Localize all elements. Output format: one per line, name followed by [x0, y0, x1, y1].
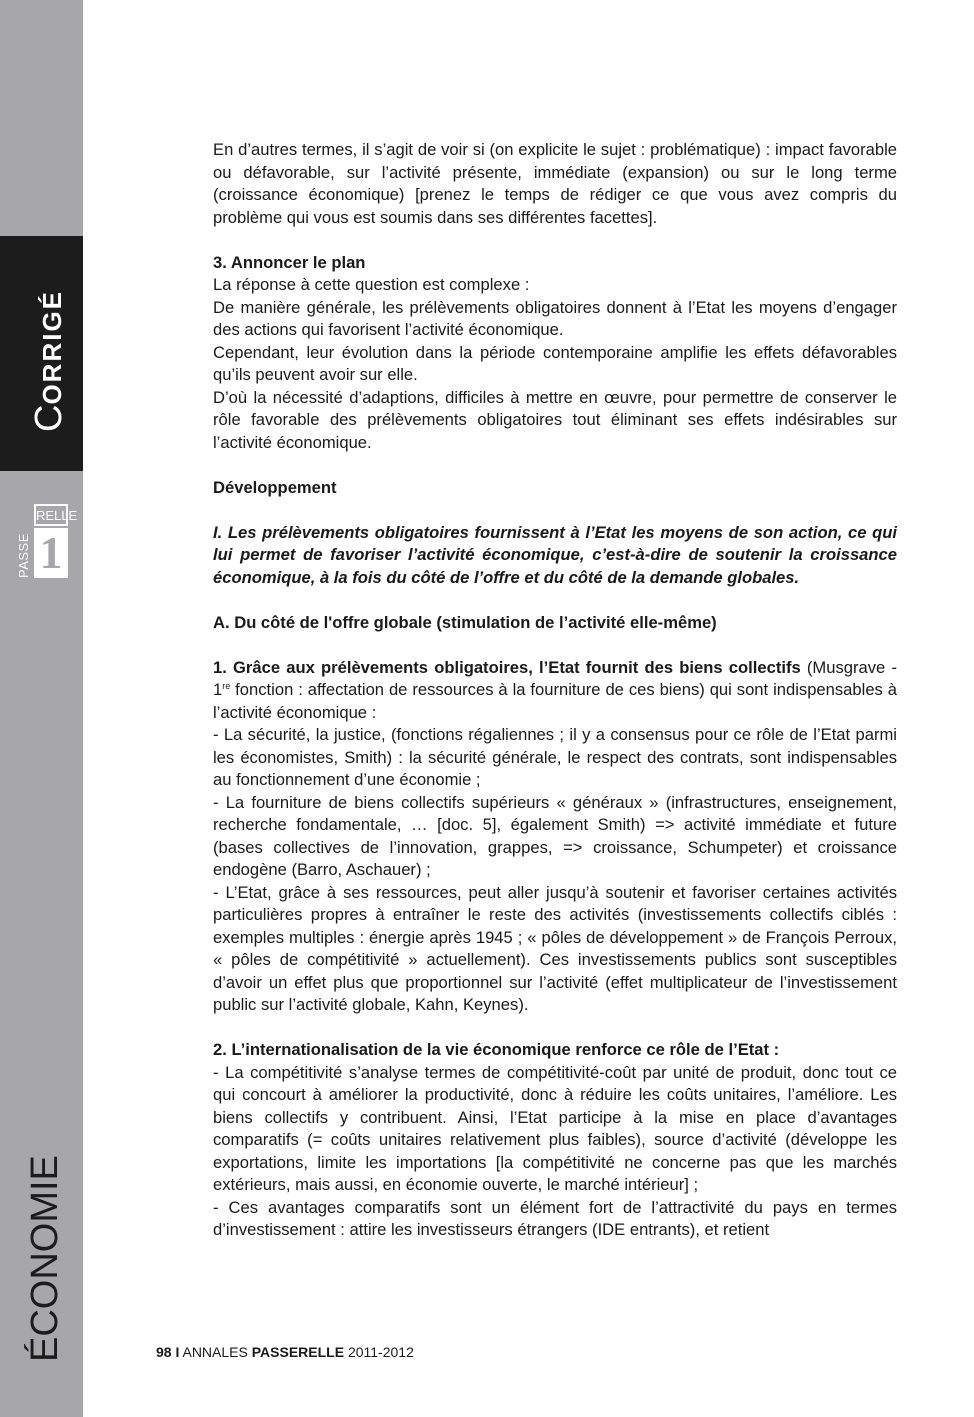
- point-one-superscript: re: [222, 681, 231, 691]
- page-footer: [156, 1344, 414, 1360]
- logo-number: 1: [34, 528, 68, 578]
- plan-line: D’où la nécessité d’adaptions, difficiles à mettre en œuvre, pour permettre de conserver le rôle favorable des prélèvements obligatoires tout éliminant ses effets indésirables sur l’activité économique.: [213, 387, 897, 452]
- plan-heading: 3. Annoncer le plan: [213, 252, 366, 272]
- part-one-heading: I. Les prélèvements obligatoires fournissent à l’Etat les moyens de son action, ce qui lui permet de favoriser l’activité économique, c’est-à-dire de soutenir la croissance économique, à la fois du côté de l’offre et du côté de la demande globales.: [213, 522, 897, 587]
- plan-line: La réponse à cette question est complexe :: [213, 275, 530, 294]
- page-content: [213, 139, 897, 1242]
- subject-label: ÉCONOMIE: [24, 1155, 66, 1362]
- point-one-heading: 1. Grâce aux prélèvements obligatoires, l’Etat fournit des biens collectifs: [213, 657, 801, 677]
- bullet-item: - La sécurité, la justice, (fonctions régaliennes ; il y a consensus pour ce rôle de l’Etat parmi les économistes, Smith) : la sécurité générale, le respect des contrats, sont indispensables au fonctionnement d’une économie ;: [213, 725, 897, 789]
- logo-top-text: RELLE: [34, 504, 68, 526]
- plan-line: De manière générale, les prélèvements obligatoires donnent à l’Etat les moyens d’engager des actions qui favorisent l’activité économique.: [213, 297, 897, 339]
- page-number: 98: [156, 1344, 172, 1360]
- development-heading: Développement: [213, 477, 337, 497]
- section-label-initial: C: [28, 404, 70, 432]
- point-one-text: (Musgrave - 1: [213, 657, 897, 699]
- bullet-item: - L’Etat, grâce à ses ressources, peut aller jusqu’à soutenir et favoriser certaines activités particulières propres à entraîner le reste des activités (investissements collectifs ciblés : exemples multiples : énergie après 1945 ; « pôles de développement » de François Perroux, « pôles de compétitivité » actuellement). Ces investissements publics sont susceptibles d’avoir un effet plus que proportionnel sur l’activité (effet multiplicateur de l’investissement public sur l’activité globale, Kahn, Keynes).: [213, 882, 897, 1014]
- bullet-item: - Ces avantages comparatifs sont un élément fort de l’attractivité du pays en termes d’investissement : attire les investisseurs étrangers (IDE entrants), et retient: [213, 1197, 897, 1239]
- footer-annales: ANNALES: [182, 1344, 248, 1360]
- plan-line: Cependant, leur évolution dans la période contemporaine amplifie les effets défavorables qu’ils peuvent avoir sur elle.: [213, 342, 897, 384]
- footer-passerelle: PASSERELLE: [251, 1344, 345, 1360]
- point-one-paragraph: [213, 657, 897, 725]
- intro-paragraph: En d’autres termes, il s’agit de voir si (on explicite le sujet : problématique) : impact favorable ou défavorable, sur l’activité présente, immédiate (expansion) ou sur le long terme (croissance économique) [prenez le temps de rédiger ce que vous avez compris du problème qui vous est soumis dans ses différentes facettes].: [213, 140, 897, 227]
- point-two-heading: 2. L’internationalisation de la vie économique renforce ce rôle de l’Etat :: [213, 1040, 780, 1059]
- logo-side-text: PASSE: [16, 533, 31, 578]
- point-one-text: fonction : affectation de ressources à la fourniture de ces biens) qui sont indispensables à l’activité économique :: [213, 680, 897, 722]
- bullet-item: - La fourniture de biens collectifs supérieurs « généraux » (infrastructures, enseignement, recherche fondamentale, … [doc. 5], également Smith) => activité immédiate et future (bases collectives de l’innovation, grappes, => croissance, Schumpeter) et croissance endogène (Barro, Aschauer) ;: [213, 792, 897, 879]
- section-label-rest: ORRIGÉ: [37, 289, 67, 405]
- footer-separator: I: [175, 1344, 180, 1360]
- section-a-heading: A. Du côté de l'offre globale (stimulation de l’activité elle-même): [213, 612, 717, 632]
- passerelle-logo: [14, 504, 78, 578]
- bullet-item: - La compétitivité s’analyse termes de compétitivité-coût par unité de produit, donc tout ce qui concourt à améliorer la productivité, donc à réduire les coûts unitaires, l’améliore. Les biens collectifs y contribuent. Ainsi, l’Etat participe à la mise en place d’avantages comparatifs (= coûts unitaires relativement plus faibles), source d’activité (développe les exportations, limite les importations [la compétitivité ne concerne pas que les marchés extérieurs, mais aussi, en économie ouverte, le marché intérieur] ;: [213, 1062, 897, 1194]
- section-label: [28, 290, 71, 432]
- footer-years: 2011-2012: [347, 1344, 414, 1360]
